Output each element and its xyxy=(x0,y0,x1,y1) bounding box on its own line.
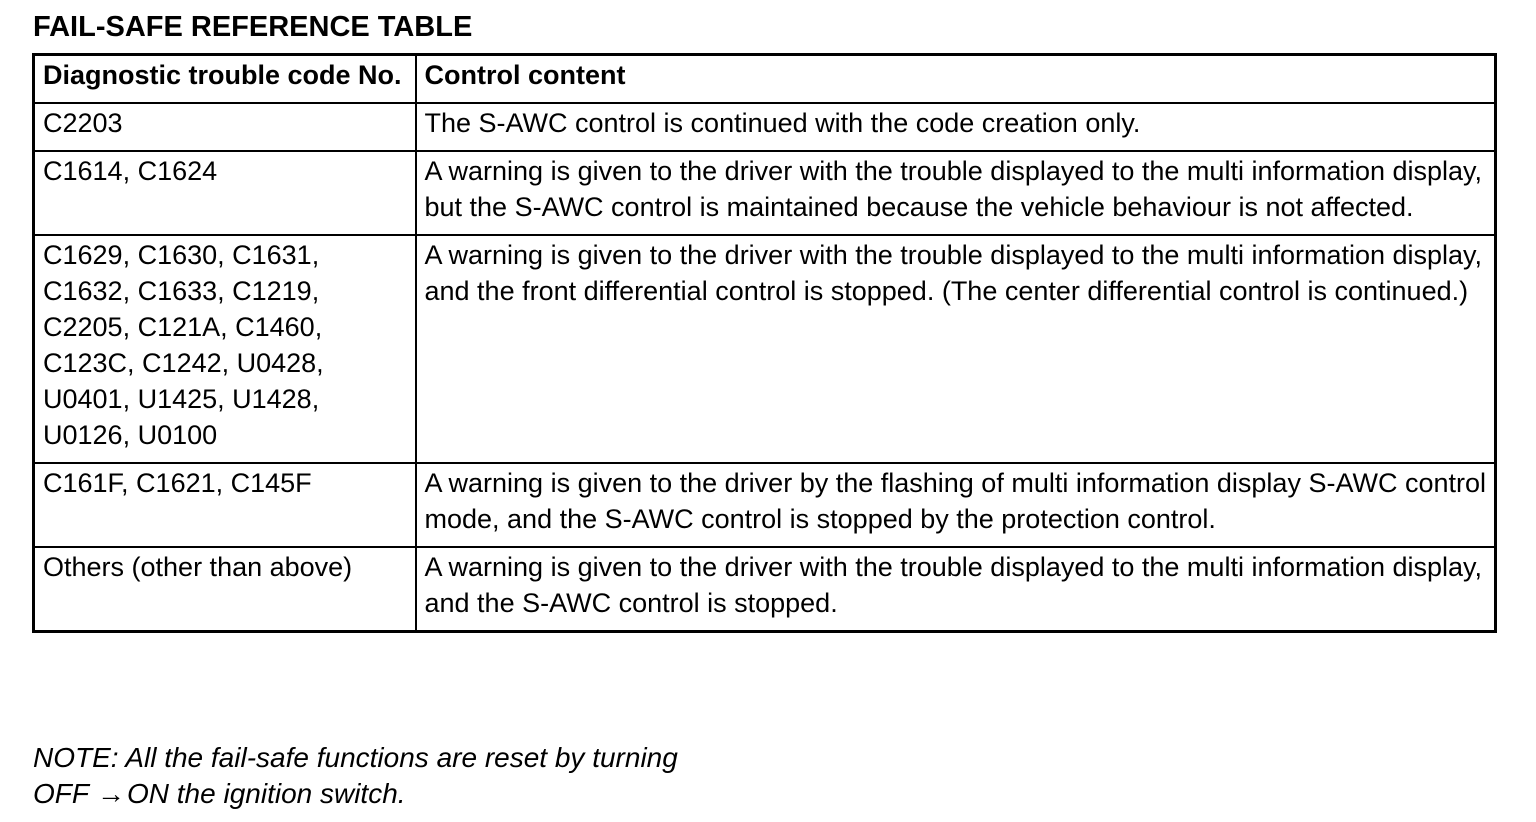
note xyxy=(33,740,678,812)
control-content-cell: A warning is given to the driver with the trouble displayed to the multi information display, and the S-AWC control is stopped. xyxy=(416,547,1496,632)
trouble-code-cell xyxy=(34,463,416,547)
table-row xyxy=(34,151,1496,235)
trouble-code-line: C2203 xyxy=(43,108,123,138)
control-content-cell: A warning is given to the driver by the flashing of multi information display S-AWC control mode, and the S-AWC control is stopped by the protection control. xyxy=(416,463,1496,547)
table-row xyxy=(34,463,1496,547)
trouble-code-line: U0126, U0100 xyxy=(43,420,218,450)
trouble-code-cell xyxy=(34,151,416,235)
trouble-code-line: C1614, C1624 xyxy=(43,156,218,186)
trouble-code-cell xyxy=(34,103,416,151)
header-diagnostic-trouble-code: Diagnostic trouble code No. xyxy=(34,55,416,104)
trouble-code-line: C123C, C1242, U0428, xyxy=(43,348,324,378)
fail-safe-reference-table xyxy=(32,53,1497,633)
header-control-content: Control content xyxy=(416,55,1496,104)
control-content-cell: A warning is given to the driver with the trouble displayed to the multi information display, and the front differential control is stopped. (The center differential control is continued.) xyxy=(416,235,1496,463)
note-on-text: ON the ignition switch. xyxy=(127,778,406,809)
right-arrow-icon: → xyxy=(97,778,125,809)
note-line-1: NOTE: All the fail-safe functions are reset by turning xyxy=(33,742,678,773)
table-row xyxy=(34,235,1496,463)
note-off-label: OFF xyxy=(33,778,89,809)
table-header-row xyxy=(34,55,1496,104)
trouble-code-line: C1632, C1633, C1219, xyxy=(43,276,320,306)
table-row xyxy=(34,547,1496,632)
table-row xyxy=(34,103,1496,151)
trouble-code-line: C161F, C1621, C145F xyxy=(43,468,312,498)
document-title: FAIL-SAFE REFERENCE TABLE xyxy=(33,11,473,43)
trouble-code-line: C2205, C121A, C1460, xyxy=(43,312,323,342)
control-content-cell: The S-AWC control is continued with the code creation only. xyxy=(416,103,1496,151)
control-content-cell: A warning is given to the driver with the trouble displayed to the multi information display, but the S-AWC control is maintained because the vehicle behaviour is not affected. xyxy=(416,151,1496,235)
trouble-code-cell xyxy=(34,235,416,463)
trouble-code-line: Others (other than above) xyxy=(43,552,353,582)
trouble-code-line: U0401, U1425, U1428, xyxy=(43,384,320,414)
trouble-code-cell xyxy=(34,547,416,632)
trouble-code-line: C1629, C1630, C1631, xyxy=(43,240,320,270)
note-line-2 xyxy=(33,776,678,812)
